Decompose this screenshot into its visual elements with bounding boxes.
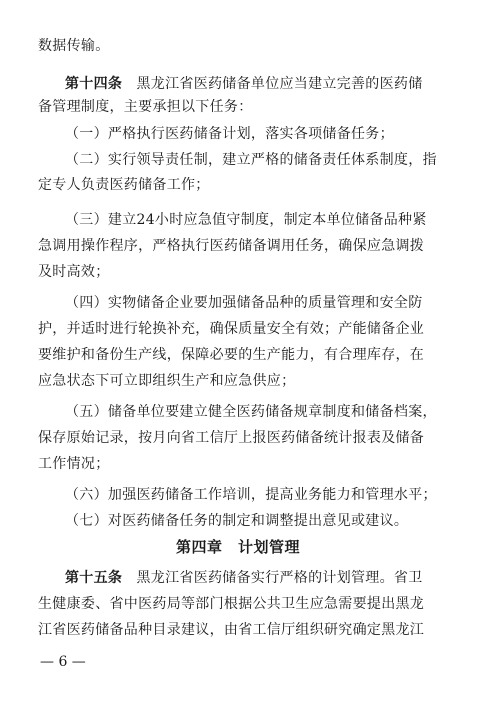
text-line: 生健康委、省中医药局等部门根据公共卫生应急需要提出黑龙 bbox=[38, 596, 425, 612]
list-item-4: （四）实物储备企业要加强储备品种的质量管理和安全防 bbox=[65, 295, 423, 311]
article-15-label: 第十五条 bbox=[65, 570, 123, 586]
article-14-line: 第十四条 黑龙江省医药储备单位应当建立完善的医药储 bbox=[65, 76, 423, 92]
list-item-1: （一）严格执行医药储备计划，落实各项储备任务； bbox=[65, 126, 394, 142]
list-item-5: （五）储备单位要建立健全医药储备规章制度和储备档案， bbox=[65, 404, 437, 420]
page-number: — 6 — bbox=[40, 654, 86, 670]
text-line: 保存原始记录，按月向省工信厅上报医药储备统计报表及储备 bbox=[38, 430, 425, 446]
article-15-line: 第十五条 黑龙江省医药储备实行严格的计划管理。省卫 bbox=[65, 570, 423, 586]
list-item-3: （三）建立24小时应急值守制度，制定本单位储备品种紧 bbox=[65, 212, 427, 228]
article-14-label: 第十四条 bbox=[65, 76, 123, 92]
list-item-2: （二）实行领导责任制，建立严格的储备责任体系制度，指 bbox=[65, 152, 437, 168]
text-line: 定专人负责医药储备工作； bbox=[38, 177, 210, 193]
text-line: 应急状态下可立即组织生产和应急供应； bbox=[38, 373, 296, 389]
list-item-6: （六）加强医药储备工作培训，提高业务能力和管理水平； bbox=[65, 487, 437, 503]
text-line: 要维护和备份生产线，保障必要的生产能力，有合理库存，在 bbox=[38, 347, 425, 363]
text-line: 工作情况； bbox=[38, 456, 110, 472]
text-line: 急调用操作程序，严格执行医药储备调用任务，确保应急调拨 bbox=[38, 238, 425, 254]
text-line: 备管理制度，主要承担以下任务： bbox=[38, 99, 253, 115]
text-line: 护，并适时进行轮换补充，确保质量安全有效；产能储备企业 bbox=[38, 321, 425, 337]
text-line: 数据传输。 bbox=[38, 38, 110, 54]
chapter-heading: 第四章 计划管理 bbox=[176, 538, 301, 556]
text-line: 及时高效； bbox=[38, 264, 110, 280]
list-item-7: （七）对医药储备任务的制定和调整提出意见或建议。 bbox=[65, 513, 409, 529]
text-line: 江省医药储备品种目录建议，由省工信厅组织研究确定黑龙江 bbox=[38, 622, 425, 638]
